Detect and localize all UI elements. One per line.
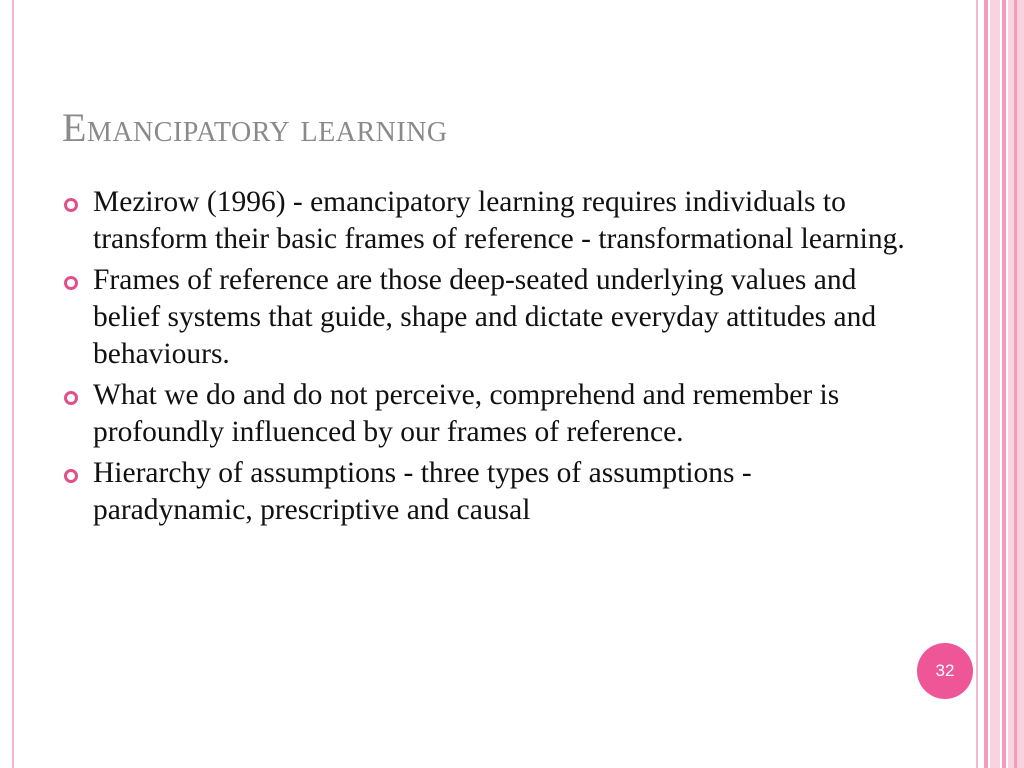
bullet-list <box>60 184 910 533</box>
slide-title: Emancipatory learning <box>62 105 448 150</box>
bullet-circle-icon <box>64 469 78 483</box>
bullet-text: What we do and do not perceive, comprehend and remember is profoundly influenced by our frames of reference. <box>93 379 840 448</box>
bullet-circle-icon <box>64 391 78 405</box>
bullet-text: Hierarchy of assumptions - three types of assumptions - paradynamic, prescriptive and causal <box>93 457 752 526</box>
bullet-item <box>60 184 910 258</box>
right-border-stripe <box>1002 0 1006 768</box>
right-border-stripe <box>976 0 978 768</box>
bullet-item <box>60 377 910 451</box>
bullet-item <box>60 262 910 373</box>
bullet-item <box>60 455 910 529</box>
right-border-stripe <box>1014 0 1017 768</box>
right-border-stripe <box>990 0 1000 768</box>
bullet-circle-icon <box>64 198 78 212</box>
right-border-stripe <box>984 0 988 768</box>
page-number: 32 <box>935 661 955 680</box>
left-border-line <box>12 0 14 768</box>
bullet-text: Frames of reference are those deep-seated underlying values and belief systems that guide, shape and dictate everyday attitudes and behaviours. <box>93 264 877 370</box>
page-number-badge <box>917 643 973 699</box>
bullet-circle-icon <box>64 276 78 290</box>
bullet-text: Mezirow (1996) - emancipatory learning requires individuals to transform their basic frames of reference - transformational learning. <box>93 186 905 255</box>
